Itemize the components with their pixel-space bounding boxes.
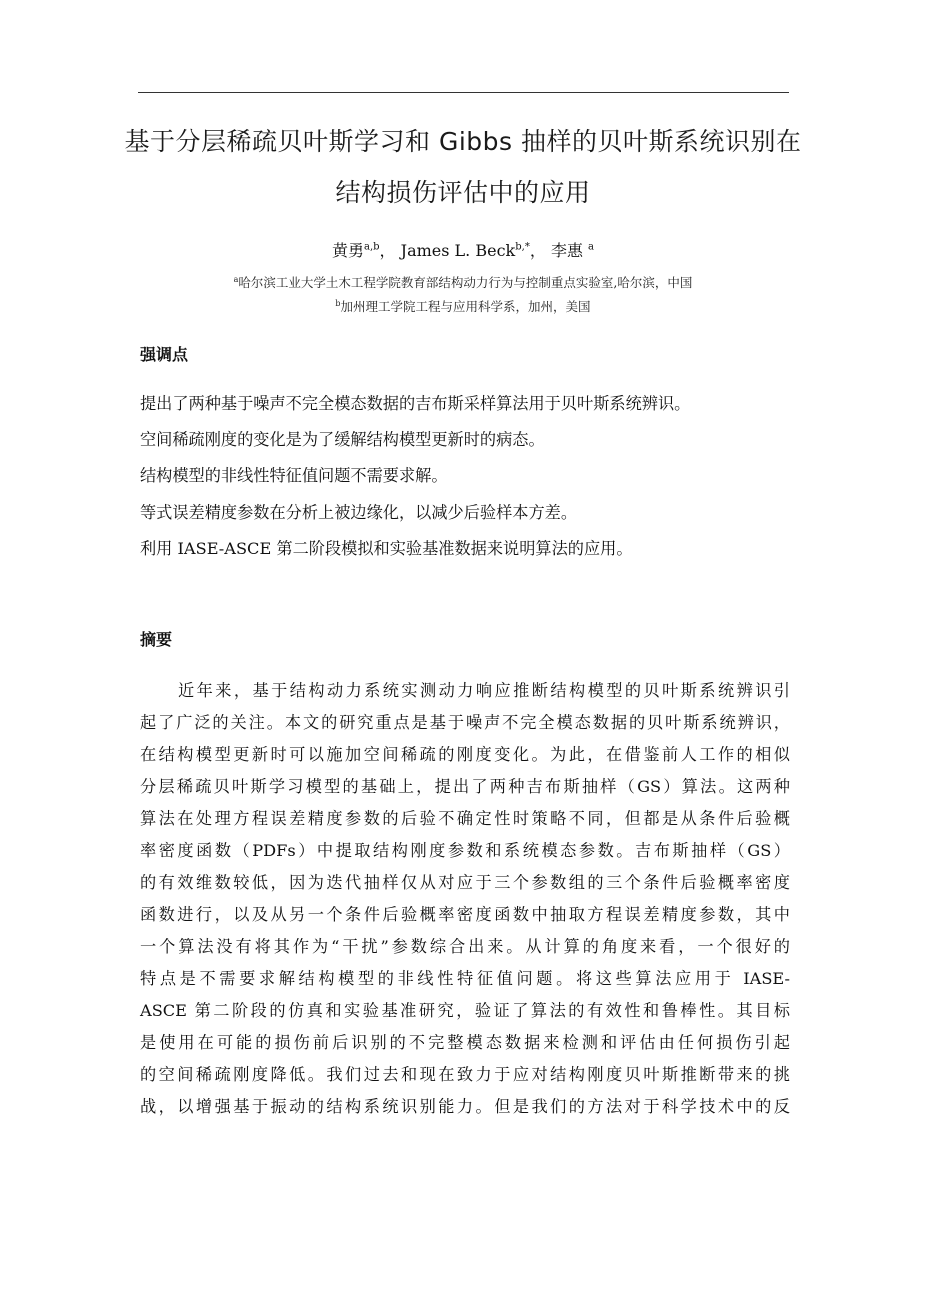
header-rule <box>138 92 789 93</box>
abstract-line: 近年来，基于结构动力系统实测动力响应推断结构模型的贝叶斯系统辨识引 <box>178 681 790 700</box>
abstract-line: 一个算法没有将其作为“干扰”参数综合出来。从计算的角度来看，一个很好的 <box>140 937 790 956</box>
affiliation-mark: b <box>335 298 341 308</box>
author-separator: ， <box>379 241 396 260</box>
affiliation-text: 加州理工学院工程与应用科学系，加州，美国 <box>340 299 591 314</box>
affiliation-text: 哈尔滨工业大学土木工程学院教育部结构动力行为与控制重点实验室,哈尔滨，中国 <box>238 275 693 290</box>
abstract-line: 是使用在可能的损伤前后识别的不完整模态数据来检测和评估由任何损伤引起 <box>140 1033 790 1052</box>
abstract-line: 率密度函数（PDFs）中提取结构刚度参数和系统模态参数。吉布斯抽样（GS） <box>140 841 790 860</box>
highlight-item: 空间稀疏刚度的变化是为了缓解结构模型更新时的病态。 <box>140 430 545 450</box>
abstract-line: ASCE 第二阶段的仿真和实验基准研究，验证了算法的有效性和鲁棒性。其目标 <box>140 1001 790 1020</box>
highlight-item: 等式误差精度参数在分析上被边缘化，以减少后验样本方差。 <box>140 502 578 522</box>
author-name: 李惠 <box>550 241 583 260</box>
abstract-line: 在结构模型更新时可以施加空间稀疏的刚度变化。为此，在借鉴前人工作的相似 <box>140 745 790 764</box>
author-name: 黄勇 <box>331 241 364 260</box>
abstract-line: 起了广泛的关注。本文的研究重点是基于噪声不完全模态数据的贝叶斯系统辨识， <box>140 713 790 732</box>
paper-title-line-2: 结构损伤评估中的应用 <box>335 178 591 207</box>
author-separator: ， <box>529 241 546 260</box>
abstract-line: 的有效维数较低，因为迭代抽样仅从对应于三个参数组的三个条件后验概率密度 <box>140 873 790 892</box>
abstract-line: 分层稀疏贝叶斯学习模型的基础上，提出了两种吉布斯抽样（GS）算法。这两种 <box>140 777 790 796</box>
highlights-heading: 强调点 <box>140 345 189 364</box>
affiliation-mark: a <box>233 274 239 284</box>
author-affiliation-mark: b,* <box>515 241 530 253</box>
highlight-item: 提出了两种基于噪声不完全模态数据的吉布斯采样算法用于贝叶斯系统辨识。 <box>140 394 691 413</box>
abstract-line: 算法在处理方程误差精度参数的后验不确定性时策略不同，但都是从条件后验概 <box>140 809 790 828</box>
abstract-heading: 摘要 <box>140 630 173 649</box>
paper-title-line-1: 基于分层稀疏贝叶斯学习和 Gibbs 抽样的贝叶斯系统识别在 <box>124 127 802 156</box>
abstract-line: 函数进行，以及从另一个条件后验概率密度函数中抽取方程误差精度参数，其中 <box>140 905 790 924</box>
highlight-item: 结构模型的非线性特征值问题不需要求解。 <box>140 466 448 486</box>
author-affiliation-mark: a <box>588 241 595 253</box>
abstract-paragraph <box>140 675 790 1123</box>
affiliation-a <box>0 273 926 291</box>
abstract-line: 特点是不需要求解结构模型的非线性特征值问题。将这些算法应用于 IASE- <box>140 969 790 988</box>
highlights-list <box>140 392 800 573</box>
affiliation-b <box>0 297 926 315</box>
author-affiliation-mark: a,b <box>364 241 380 253</box>
abstract-line: 战，以增强基于振动的结构系统识别能力。但是我们的方法对于科学技术中的反 <box>140 1097 790 1116</box>
author-list <box>0 238 926 261</box>
author-name: James L. Beck <box>400 241 516 260</box>
highlight-item: 利用 IASE-ASCE 第二阶段模拟和实验基准数据来说明算法的应用。 <box>140 538 633 558</box>
abstract-line: 的空间稀疏刚度降低。我们过去和现在致力于应对结构刚度贝叶斯推断带来的挑 <box>140 1065 790 1084</box>
